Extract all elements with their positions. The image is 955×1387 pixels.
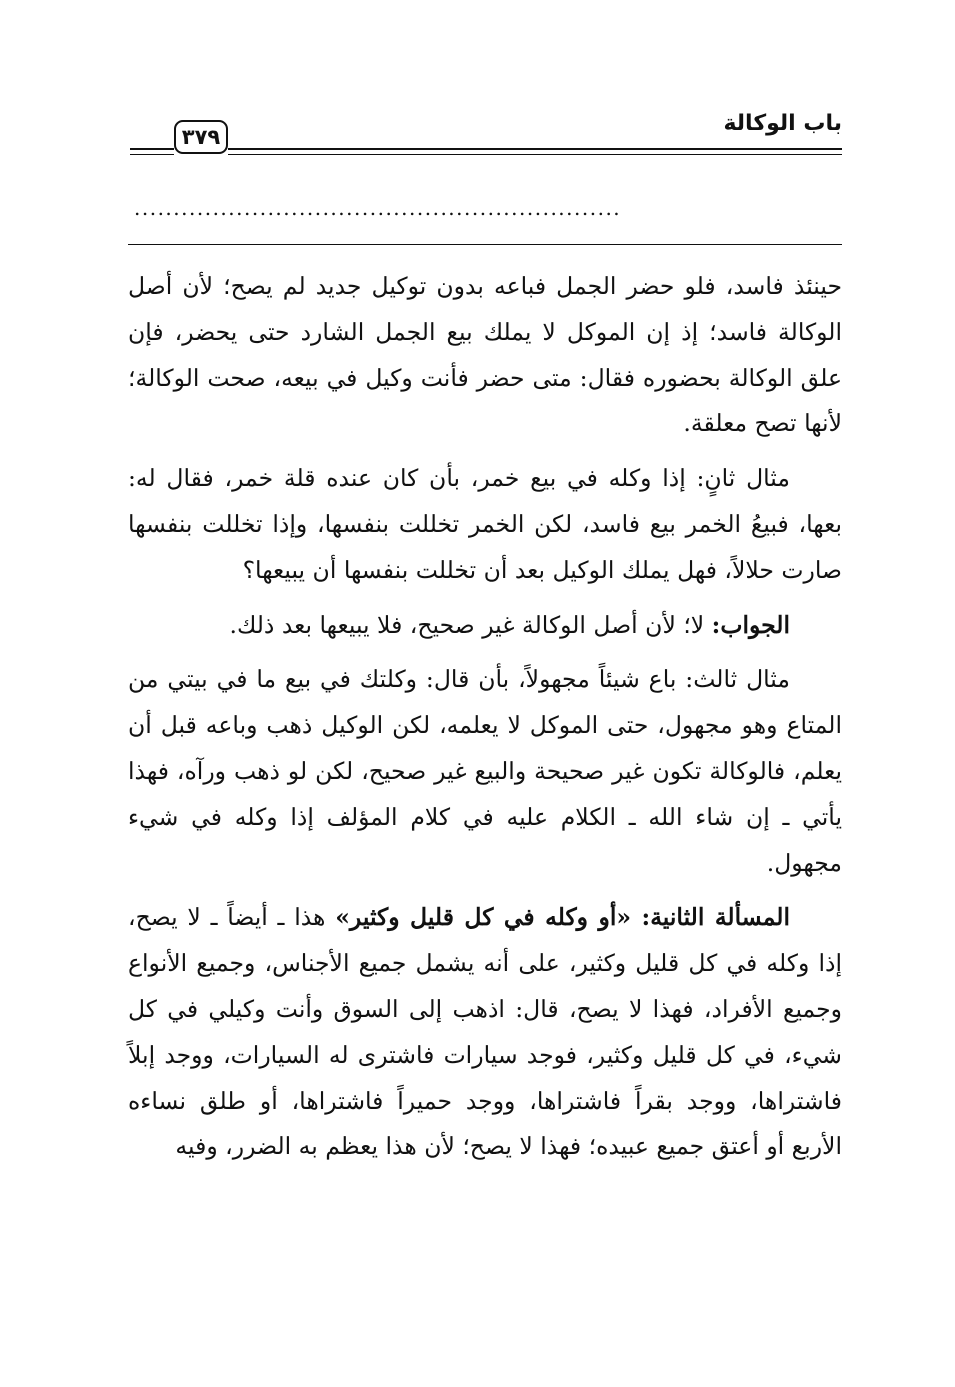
paragraph-text: هذا ـ أيضاً ـ لا يصح، إذا وكله في كل قليل وكثير، على أنه يشمل جميع الأجناس، وجميع الأنواع وجميع الأفراد، فهذا لا يصح، قال: اذهب إلى السوق وأنت وكيلي في كل شيء، في كل قليل وكثير، فوجد سيارات فاشترى له السيارات، ووجد إبلاً فاشتراها، ووجد بقراً فاشتراها، ووجد حميراً فاشتراها، أو طلق نساءه الأربع أو أعتق جميع عبيده؛ فهذا لا يصح؛ لأن هذا يعظم به الضرر، وفيه [128, 903, 842, 1161]
paragraph-1 [128, 264, 842, 447]
body-top-rule [128, 244, 842, 245]
paragraph-5 [128, 895, 842, 1170]
paragraph-lead: الجواب: [711, 610, 790, 639]
dotted-separator: .............................................................. [134, 196, 622, 216]
page-body [128, 264, 842, 1179]
paragraph-text: مثال ثانٍ: إذا وكله في بيع خمر، بأن كان عنده قلة خمر، فقال له: بعها، فبيعُ الخمر بيع فاسد، لكن الخمر تخللت بنفسها، وإذا تخللت بنفسها صارت حلالاً، فهل يملك الوكيل بعد أن تخللت بنفسها أن يبيعها؟ [128, 464, 842, 584]
paragraph-text: حينئذ فاسد، فلو حضر الجمل فباعه بدون توكيل جديد لم يصح؛ لأن أصل الوكالة فاسد؛ إذ إن الموكل لا يملك بيع الجمل الشارد حتى يحضر، فإن علق الوكالة بحضوره فقال: متى حضر فأنت وكيل في بيعه، صحت الوكالة؛ لأنها تصح معلقة. [128, 272, 842, 438]
paragraph-text: لا؛ لأن أصل الوكالة غير صحيح، فلا يبيعها بعد ذلك. [229, 610, 705, 639]
page-number: ٣٧٩ [174, 120, 228, 154]
page-header [130, 108, 842, 158]
header-double-rule-right [228, 148, 842, 155]
paragraph-lead: المسألة الثانية: «أو وكله في كل قليل وكثير» [335, 903, 790, 932]
paragraph-4 [128, 657, 842, 886]
chapter-title: باب الوكالة [723, 111, 842, 136]
header-double-rule-left [130, 148, 174, 155]
paragraph-text: مثال ثالث: باع شيئاً مجهولاً، بأن قال: وكلتك في بيع ما في بيتي من المتاع وهو مجهول، حتى الموكل لا يعلمه، لكن الوكيل ذهب وباعه قبل أن يعلم، فالوكالة تكون غير صحيحة والبيع غير صحيح، لكن لو ذهب ورآه، فهذا يأتي ـ إن شاء الله ـ الكلام عليه في كلام المؤلف إذا وكله في شيء مجهول. [128, 665, 842, 877]
paragraph-3 [128, 603, 842, 649]
paragraph-2 [128, 456, 842, 593]
